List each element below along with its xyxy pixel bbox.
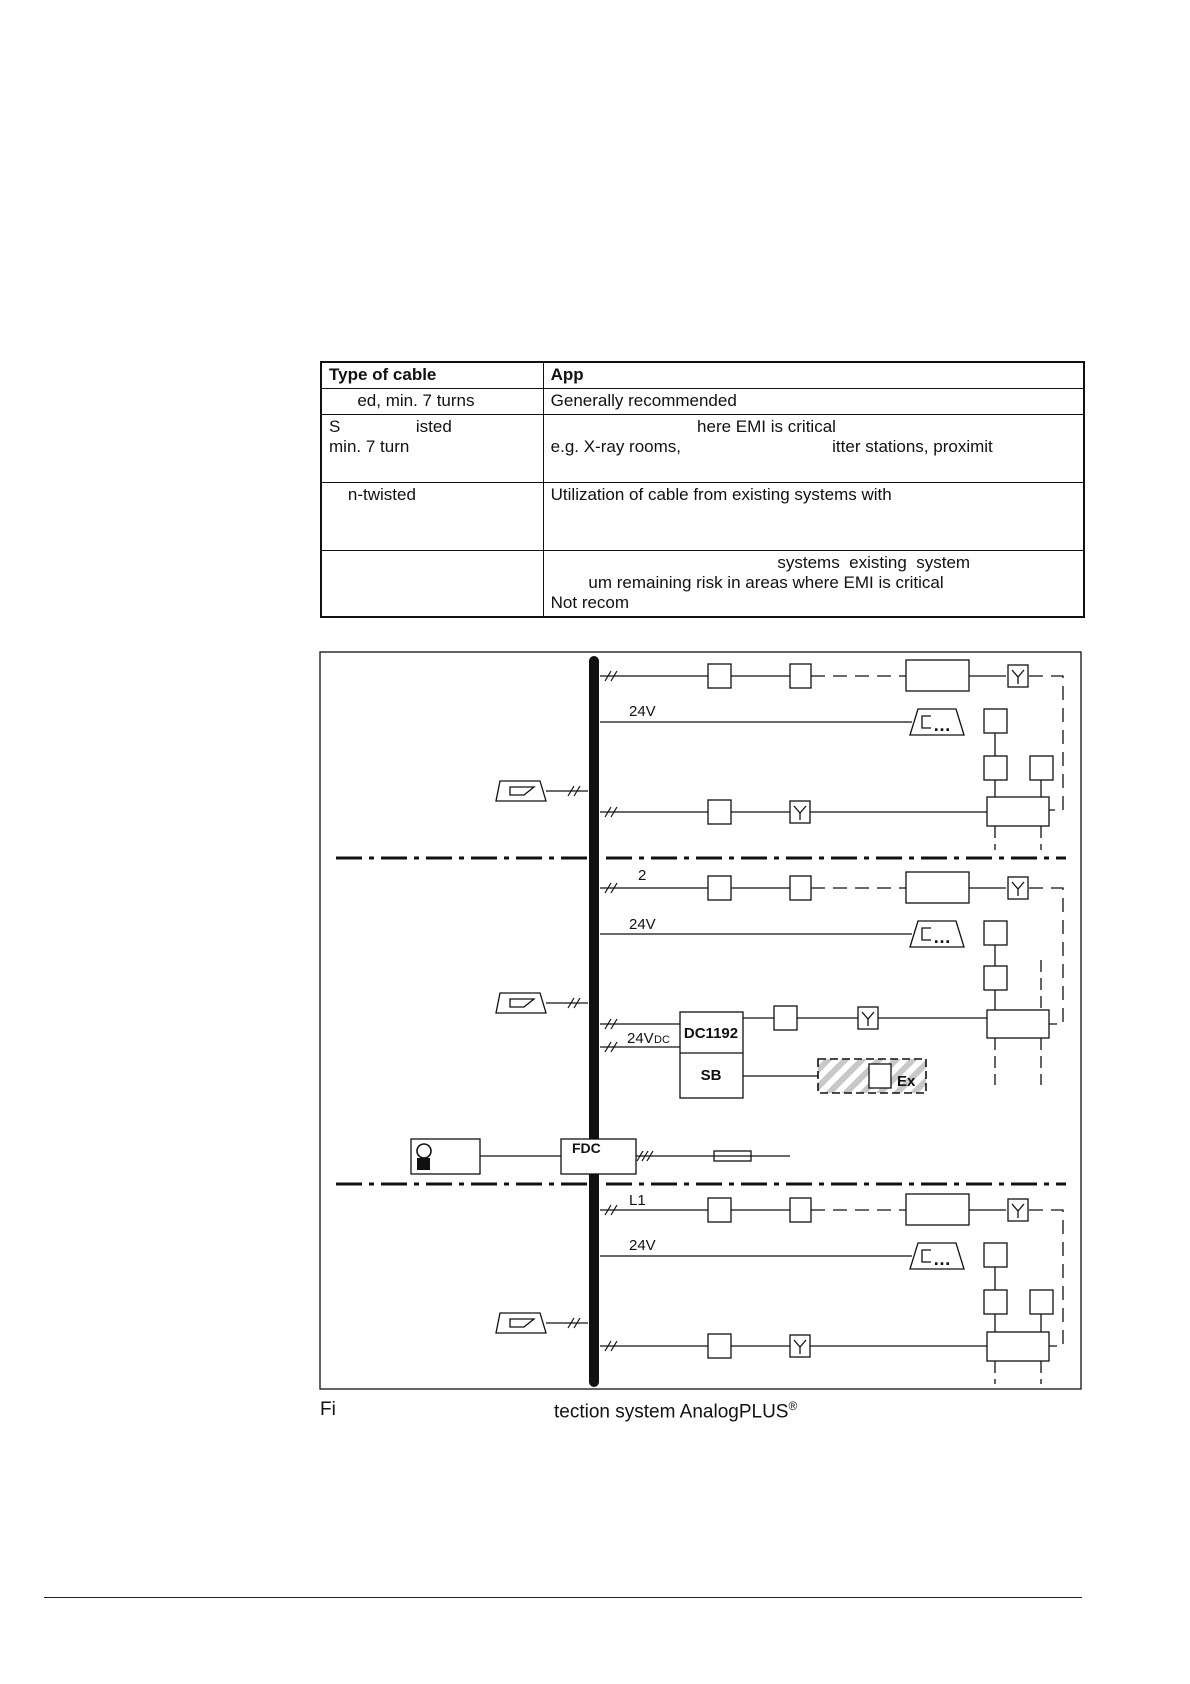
cell-line: Not recom: [550, 593, 630, 612]
detector-icon: [790, 664, 811, 688]
figure-caption-prefix: Fi: [320, 1399, 336, 1420]
ex-detector-icon: [869, 1064, 891, 1088]
detector-icon: [984, 709, 1007, 733]
module-box: [987, 1332, 1049, 1361]
bulb-icon: [417, 1144, 431, 1158]
detector-icon: [984, 1290, 1007, 1314]
section-1: [496, 660, 1063, 850]
table-row: [321, 551, 1084, 618]
detector-icon: [984, 756, 1007, 780]
ex-zone-label: Ex: [897, 1073, 916, 1090]
detector-icon: [984, 921, 1007, 945]
cell-line: Generally recommended: [550, 391, 737, 410]
cell-line: ed, min. 7 turns: [329, 391, 475, 410]
detector-icon: [708, 1198, 731, 1222]
registered-mark: ®: [788, 1399, 798, 1413]
module-name-label: DC1192: [683, 1025, 739, 1042]
antenna-icon: [1008, 665, 1028, 687]
cell-line: systems existing system: [550, 553, 971, 572]
application-cell: [543, 483, 1084, 551]
detector-icon: [984, 1243, 1007, 1267]
table-row: [321, 483, 1084, 551]
antenna-icon: [858, 1007, 878, 1029]
antenna-icon: [1008, 1199, 1028, 1221]
detector-icon: [984, 966, 1007, 990]
module-sub-label: SB: [700, 1067, 722, 1084]
table-row: [321, 415, 1084, 483]
section-2: [496, 867, 1063, 1098]
module-box: [906, 1194, 969, 1225]
detector-icon: [774, 1006, 797, 1030]
indicator-icon: [910, 709, 964, 735]
footer-rule: [44, 1597, 1082, 1598]
cell-line: min. 7 turn: [329, 437, 410, 456]
module-box: [987, 1010, 1049, 1038]
detector-icon: [708, 664, 731, 688]
application-cell: [543, 551, 1084, 618]
module-box: [906, 872, 969, 903]
line-label: L1: [629, 1192, 646, 1209]
figure-caption: [554, 1399, 797, 1423]
antenna-icon: [790, 801, 810, 823]
cable-type-cell: [321, 483, 543, 551]
detector-icon: [790, 876, 811, 900]
voltage-dc-sub-label: DC: [654, 1034, 670, 1046]
detector-icon: [1030, 756, 1053, 780]
indicator-icon: [910, 921, 964, 947]
figure-caption-text: tection system AnalogPLUS: [554, 1401, 789, 1423]
cell-line: e.g. X-ray rooms, itter stations, proximit: [550, 437, 993, 456]
sounder-icon: [496, 781, 546, 801]
controller-label: FDC: [572, 1140, 601, 1156]
sounder-icon: [496, 1313, 546, 1333]
cable-type-table: [320, 361, 1085, 618]
antenna-icon: [1008, 877, 1028, 899]
cell-line: Utilization of cable from existing systems with: [550, 485, 892, 504]
sounder-icon: [496, 993, 546, 1013]
indicator-icon: [910, 1243, 964, 1269]
detector-icon: [708, 800, 731, 824]
header-type-of-cable: Type of cable: [321, 362, 543, 389]
cable-type-cell: [321, 415, 543, 483]
cell-line: S isted: [329, 417, 452, 436]
detector-icon: [1030, 1290, 1053, 1314]
voltage-dc-label: 24V: [627, 1030, 654, 1047]
cell-line: um remaining risk in areas where EMI is critical: [550, 573, 944, 592]
system-diagram-svg: … 24V 2 24V 24V DC DC1192 SB Ex FDC L1 24V: [319, 651, 1082, 1390]
module-box: [987, 797, 1049, 826]
application-cell: [543, 389, 1084, 415]
cell-line: n-twisted: [329, 485, 416, 504]
table-row: [321, 389, 1084, 415]
module-box: [906, 660, 969, 691]
voltage-label: 24V: [629, 703, 656, 720]
detector-icon: [790, 1198, 811, 1222]
application-cell: [543, 415, 1084, 483]
loop-label: 2: [638, 867, 647, 884]
cable-type-cell: [321, 389, 543, 415]
cell-line: here EMI is critical: [550, 417, 836, 436]
detector-icon: [708, 1334, 731, 1358]
detector-icon: [708, 876, 731, 900]
table-header-row: [321, 362, 1084, 389]
voltage-label: 24V: [629, 1237, 656, 1254]
header-application: App: [543, 362, 1084, 389]
antenna-icon: [790, 1335, 810, 1357]
section-3: [496, 1192, 1063, 1384]
voltage-label: 24V: [629, 916, 656, 933]
bulb-base-icon: [417, 1158, 430, 1170]
fdc-controller: [411, 1139, 790, 1174]
cable-type-cell: [321, 551, 543, 618]
